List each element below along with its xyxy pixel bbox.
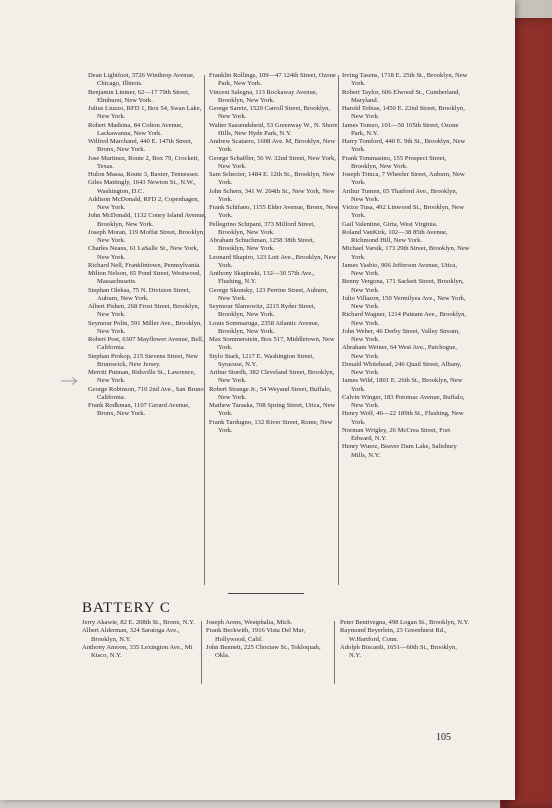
battery-c-column-3 [340,619,470,660]
roster-entry: Raymond Beyerlein, 23 Greenhurst Rd., W.Hartford, Conn. [340,627,447,643]
roster-entry: Robert Madsina, 84 Colton Avenue, Lackawanna, New York. [88,121,183,137]
roster-entry: Frank Beckwith, 1916 Vista Del Mar, Hollywood, Calif. [206,627,306,643]
roster-entry: Irving Tasens, 1718 E. 25th St., Brooklyn, New York. [342,72,468,88]
roster-entry: Benny Vergona, 171 Sackett Street, Brooklyn, New York. [342,278,464,294]
roster-entry: Richard Wagner, 1214 Putnam Ave., Brooklyn, New York. [342,311,467,327]
roster-entry: Anthony Skapinski, 132—30 57th Ave., Flushing, N.Y. [209,270,315,286]
roster-entry: Robert Strange Jr., 54 Weyand Street, Buffalo, New York. [209,385,332,401]
roster-entry: Hulon Massa, Route 3, Baxter, Tennessee. [88,171,200,178]
roster-entry: Andrew Scatarro, 1608 Ave. M, Brooklyn, New York. [209,138,336,154]
roster-entry: Robert Taylor, 606 Elwood St., Cumberland, Maryland. [342,88,461,104]
roster-entry: George Saretz, 1520 Carroll Street, Brooklyn, New York. [209,105,331,121]
roster-entry: Stephan Oleksa, 75 N. Division Street, Auburn, New York. [88,286,191,302]
roster-entry: Charles Neaus, 61 LaSalle St., New York, New York. [88,245,199,261]
battery-c-column-1 [82,619,202,660]
roster-entry: James Wild, 1801 E. 26th St., Brooklyn, New York. [342,377,463,393]
roster-entry: George Skonsky, 123 Perrine Street, Auburn, New York. [209,286,328,302]
roster-entry: John Weber, 46 Derby Street, Valley Stream, New York. [342,327,460,343]
roster-entry: Harry Tomford, 440 E. 9th St., Brooklyn, New York. [342,138,466,154]
roster-entry: Frank Tardugno, 132 River Street, Rome, New York. [209,418,333,434]
roster-entry: Joseph Arens, Westphalia, Mich. [206,619,293,626]
roster-entry: Arthur Stordh, 382 Cleveland Street, Brooklyn, New York. [209,369,335,385]
roster-entry: Victor Tusa, 492 Linwood St., Brooklyn, New York. [342,204,464,220]
roster-entry: Adolph Biscardi, 1651—60th St., Brooklyn, N.Y. [340,643,457,659]
roster-column-3 [342,72,470,460]
roster-entry: Jose Martinez, Route 2, Box 79, Crockett, Texas. [88,154,199,170]
roster-entry: Julio Villazon, 150 Vermilyea Ave., New York, New York. [342,294,466,310]
roster-entry: Abraham Weiner, 64 West Ave., Patchogue, New York. [342,344,457,360]
roster-entry: Louis Sommaruga, 2358 Atlantic Avenue, Brooklyn, New York. [209,319,320,335]
roster-entry: Henry Wuerz, Beaver Dam Lake, Salisbury Mills, N.Y. [342,443,457,459]
column-divider [201,621,202,684]
roster-entry: Sam Schecter, 1484 E. 12th St., Brooklyn, New York. [209,171,335,187]
roster-entry: Gail Valentine, Girta, West Virginia. [342,220,438,228]
section-heading: BATTERY C [82,600,171,616]
roster-entry: Albert Pishen, 268 Frost Street, Brooklyn, New York. [88,303,200,319]
roster-entry: Abraham Schuchman, 1258 38th Street, Brooklyn, New York. [209,237,315,253]
roster-entry: Michael Varsik, 173 29th Street, Brooklyn, New York. [342,245,470,261]
roster-entry: Stephan Prokop, 215 Stevens Street, New Brunswick, New Jersey. [88,352,199,368]
roster-entry: Calvin Winger, 183 Potomac Avenue, Buffalo, New York. [342,393,465,409]
roster-entry: Seymour Polin, 591 Miller Ave., Brooklyn, New York. [88,319,202,335]
roster-entry: Max Sommerstein, Box 517, Middletown, New York. [209,336,335,352]
roster-entry: Jerry Akawie, 82 E. 208th St., Bronx, N.Y. [82,619,195,626]
roster-entry: James Vasbio, 906 Jefferson Avenue, Utica, New York. [342,261,457,277]
roster-entry: John McDonald, 1132 Coney Island Avenue, Brooklyn, New York. [88,212,207,228]
roster-entry: Frank Tommasino, 155 Prospect Street, Brooklyn, New York. [342,154,447,170]
roster-entry: Peter Bentivegna, 498 Logan St., Brooklyn, N.Y. [340,619,470,626]
roster-entry: Donald Whitehead, 246 Quail Street, Albany, New York. [342,360,462,376]
roster-entry: Vincent Salegna, 113 Rockaway Avenue, Brooklyn, New York. [209,88,318,104]
roster-column-1 [88,72,208,419]
roster-entry: Arthur Tumen, 65 Thatford Ave., Brooklyn, New York. [342,187,458,203]
roster-entry: John Schern, 341 W. 204th St., New York, New York. [209,187,335,203]
column-divider [334,621,335,684]
roster-entry: Walter Sassendsheid, 53 Greenway W., N. Shore Hills, New Hyde Park, N.Y. [209,121,338,137]
roster-entry: Merritt Putman, Ridsville St., Lawrence, New York. [88,369,196,385]
roster-entry: Franklin Rollings, 109—47 124th Street, Ozone Park, New York. [209,72,336,88]
roster-entry: George Schaffler, 56 W. 32nd Street, New York, New York. [209,154,336,170]
roster-entry: Joseph Trinca, 7 Wheeler Street, Auburn, New York. [342,171,465,187]
roster-entry: Addison McDonald, RFD 2, Copenhagen, New York. [88,195,200,211]
roster-entry: Joseph Moran, 119 Moffat Street, Brooklyn, New York. [88,228,205,244]
roster-entry: Seymour Slamowitz, 2215 Ryder Street, Brooklyn, New York. [209,303,316,319]
roster-entry: Harold Tobias, 1450 E. 22nd Street, Brooklyn, New York. [342,105,465,121]
roster-entry: Leonard Shapiro, 123 Lott Ave., Brooklyn, New York. [209,253,337,269]
battery-c-column-2 [206,619,332,660]
roster-entry: Albert Alderman, 324 Saratoga Ave., Brooklyn, N.Y. [82,627,180,643]
roster-entry: Julius Liuzzo, RFD 1, Box 54, Swan Lake, New York. [88,105,202,121]
roster-entry: Roland VanKirk, 102—38 85th Avenue, Richmond Hill, New York. [342,228,448,244]
roster-entry: Frank Rodkman, 1107 Gerard Avenue, Bronx, New York. [88,402,190,418]
roster-entry: James Tomeo, 101—50 105th Street, Ozone Park, N.Y. [342,121,459,137]
roster-entry: Robert Post, 6307 Mayflower Avenue, Bell, California. [88,336,204,352]
roster-entry: George Robinson, 710 2nd Ave., San Bruno, California. [88,385,206,401]
roster-entry: Dean Lightfoot, 3726 Winthrop Avenue, Chicago, Illinois. [88,72,195,88]
roster-entry: Richard Nell, Franklintown, Pennsylvania. [88,261,201,269]
roster-column-2 [209,72,339,435]
page-number: 105 [436,732,451,743]
roster-entry: John Bennett, 225 Choctaw St., Tokloquah, Okla. [206,643,321,659]
roster-entry: Benjamin Lintner, 62—17 79th Street, Elmhurst, New York. [88,88,190,104]
roster-entry: Milton Nelson, 65 Pond Street, Westwood, Massachusetts. [88,270,201,286]
roster-entry: Norman Wrigley, 26 McCrea Street, Fort Edward, N.Y. [342,426,451,442]
section-rule [228,593,304,594]
roster-entry: Anthony Amoon, 335 Lexington Ave., Mt Kisco, N.Y. [82,643,193,659]
roster-entry: Mathew Taraska, 708 Spring Street, Utica, New York. [209,402,336,418]
roster-entry: Wilfred Marchand, 440 E. 147th Street, Bronx, New York. [88,138,193,154]
roster-entry: Henry Wolf, 46—22 189th St., Flushing, New York. [342,410,464,426]
roster-entry: Frank Schifano, 1155 Elder Avenue, Bronx, New York. [209,204,339,220]
column-divider [338,75,339,585]
column-divider [204,75,205,585]
roster-entry: Stylo Stark, 1217 E. Washington Street, Syracuse, N.Y. [209,352,314,368]
pencil-arrow-icon [60,376,80,386]
roster-entry: Pellegrino Schipani, 373 Milford Street, Brooklyn, New York. [209,220,315,236]
roster-entry: Giles Mattingly, 1643 Newton St., N.W., Washington, D.C. [88,179,196,195]
